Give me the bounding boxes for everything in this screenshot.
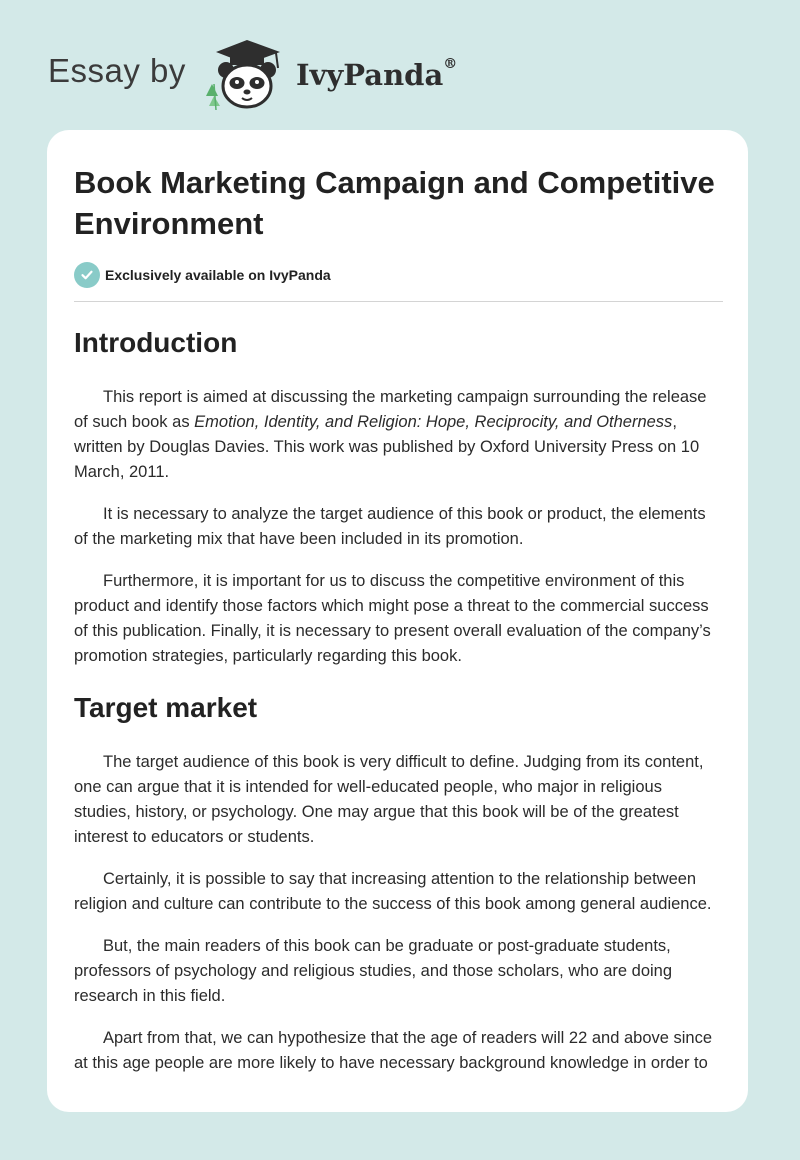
book-title-italic: Emotion, Identity, and Religion: Hope, Reciprocity, and Otherness: [194, 413, 673, 431]
panda-logo-icon[interactable]: [202, 34, 292, 112]
paragraph: This report is aimed at discussing the marketing campaign surrounding the release of such book as Emotion, Identity, and Religion: Hope, Reciprocity, and Otherness, written by Douglas Davies. This work was published by Oxford University Press on 10 March, 2011.: [74, 388, 707, 481]
article-title: Book Marketing Campaign and Competitive Environment: [74, 165, 715, 241]
paragraph: Apart from that, we can hypothesize that the age of readers will 22 and above since at this age people are more likely to have necessary background knowledge in order to: [74, 1029, 713, 1072]
paragraph: But, the main readers of this book can be graduate or post-graduate students, professors of psychology and religious studies, and those scholars, who are doing research in this field.: [74, 937, 673, 1005]
section-heading-target-market: Target market: [74, 692, 258, 723]
checkmark-icon: [74, 262, 100, 288]
registered-mark: ®: [443, 56, 458, 72]
site-header: [48, 34, 468, 114]
paragraph: The target audience of this book is very difficult to define. Judging from its content, one can argue that it is intended for well-educated people, who major in religious studies, history, or psychology. One may argue that this book will be of the greatest interest to educators or students.: [74, 753, 704, 846]
article-content: [74, 162, 723, 1076]
exclusive-label: Exclusively available on IvyPanda: [105, 267, 331, 283]
divider: [74, 301, 723, 302]
brand-name[interactable]: IvyPanda®: [296, 56, 458, 92]
essay-by-label: Essay by: [48, 52, 186, 89]
article-card: [47, 130, 748, 1112]
paragraph: Certainly, it is possible to say that increasing attention to the relationship between religion and culture can contribute to the success of this book among general audience.: [74, 870, 712, 913]
section-heading-introduction: Introduction: [74, 327, 238, 358]
paragraph: Furthermore, it is important for us to discuss the competitive environment of this product and identify those factors which might pose a threat to the commercial success of this publication. Finally, it is necessary to present overall evaluation of the company’s promotion strategies, particularly regarding this book.: [74, 572, 711, 665]
exclusive-badge: [74, 261, 723, 289]
paragraph: It is necessary to analyze the target audience of this book or product, the elements of the marketing mix that have been included in its promotion.: [74, 505, 706, 548]
